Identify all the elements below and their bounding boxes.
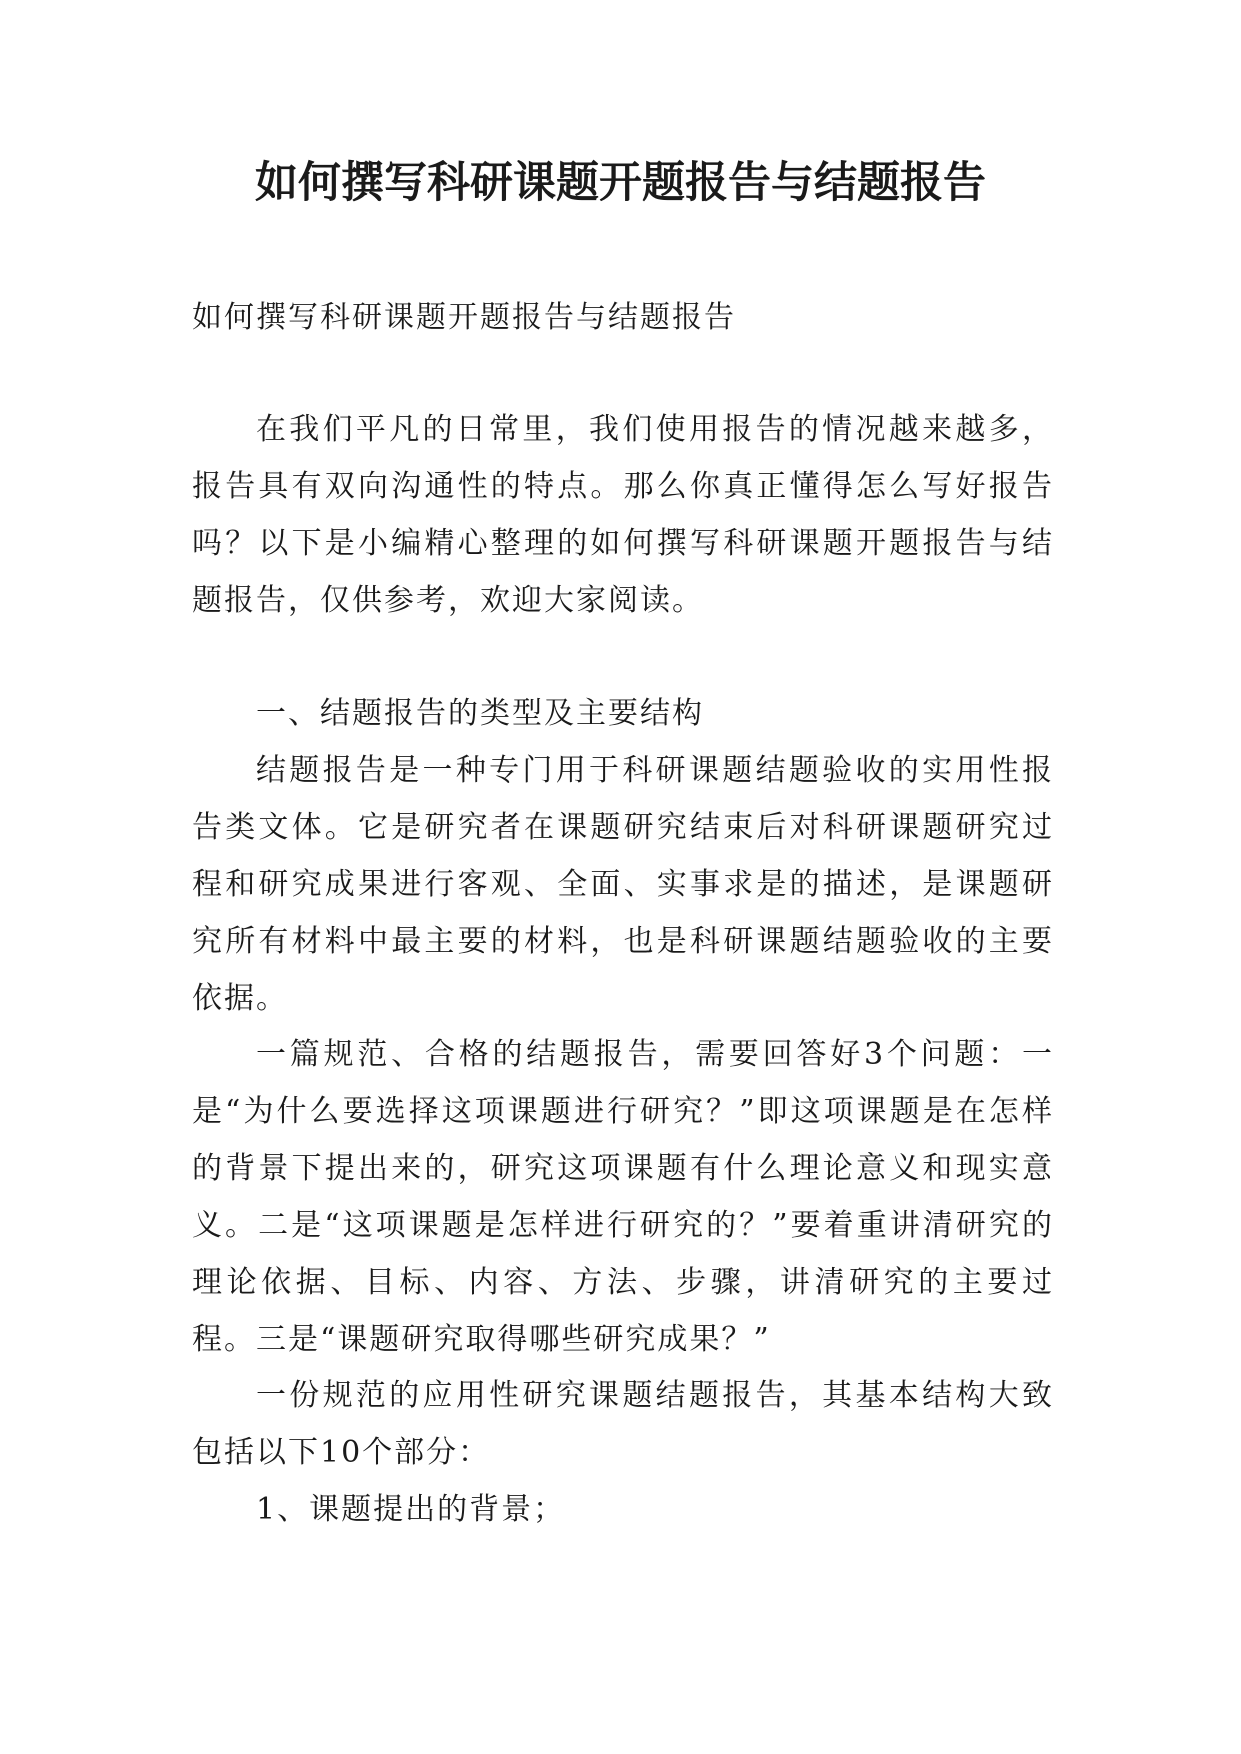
body-paragraph: 结题报告是一种专门用于科研课题结题验收的实用性报告类文体。它是研究者在课题研究结束后对科研课题研究过程和研究成果进行客观、全面、实事求是的描述，是课题研究所有材料中最主要的材料，也是科研课题结题验收的主要依据。 bbox=[192, 753, 1054, 1016]
body-paragraph: 一份规范的应用性研究课题结题报告，其基本结构大致包括以下10个部分： bbox=[192, 1378, 1054, 1470]
document-title: 如何撰写科研课题开题报告与结题报告 bbox=[255, 158, 986, 208]
section-heading: 一、结题报告的类型及主要结构 bbox=[256, 696, 704, 731]
list-item: 1、课题提出的背景； bbox=[256, 1492, 566, 1527]
document-subtitle: 如何撰写科研课题开题报告与结题报告 bbox=[192, 300, 736, 335]
body-paragraph: 一篇规范、合格的结题报告，需要回答好3个问题：一是“为什么要选择这项课题进行研究？”即这项课题是在怎样的背景下提出来的，研究这项课题有什么理论意义和现实意义。二是“这项课题是怎样进行研究的？”要着重讲清研究的理论依据、目标、内容、方法、步骤，讲清研究的主要过程。三是“课题研究取得哪些研究成果？” bbox=[192, 1037, 1054, 1357]
intro-paragraph: 在我们平凡的日常里，我们使用报告的情况越来越多，报告具有双向沟通性的特点。那么你真正懂得怎么写好报告吗？以下是小编精心整理的如何撰写科研课题开题报告与结题报告，仅供参考，欢迎大家阅读。 bbox=[192, 412, 1054, 618]
